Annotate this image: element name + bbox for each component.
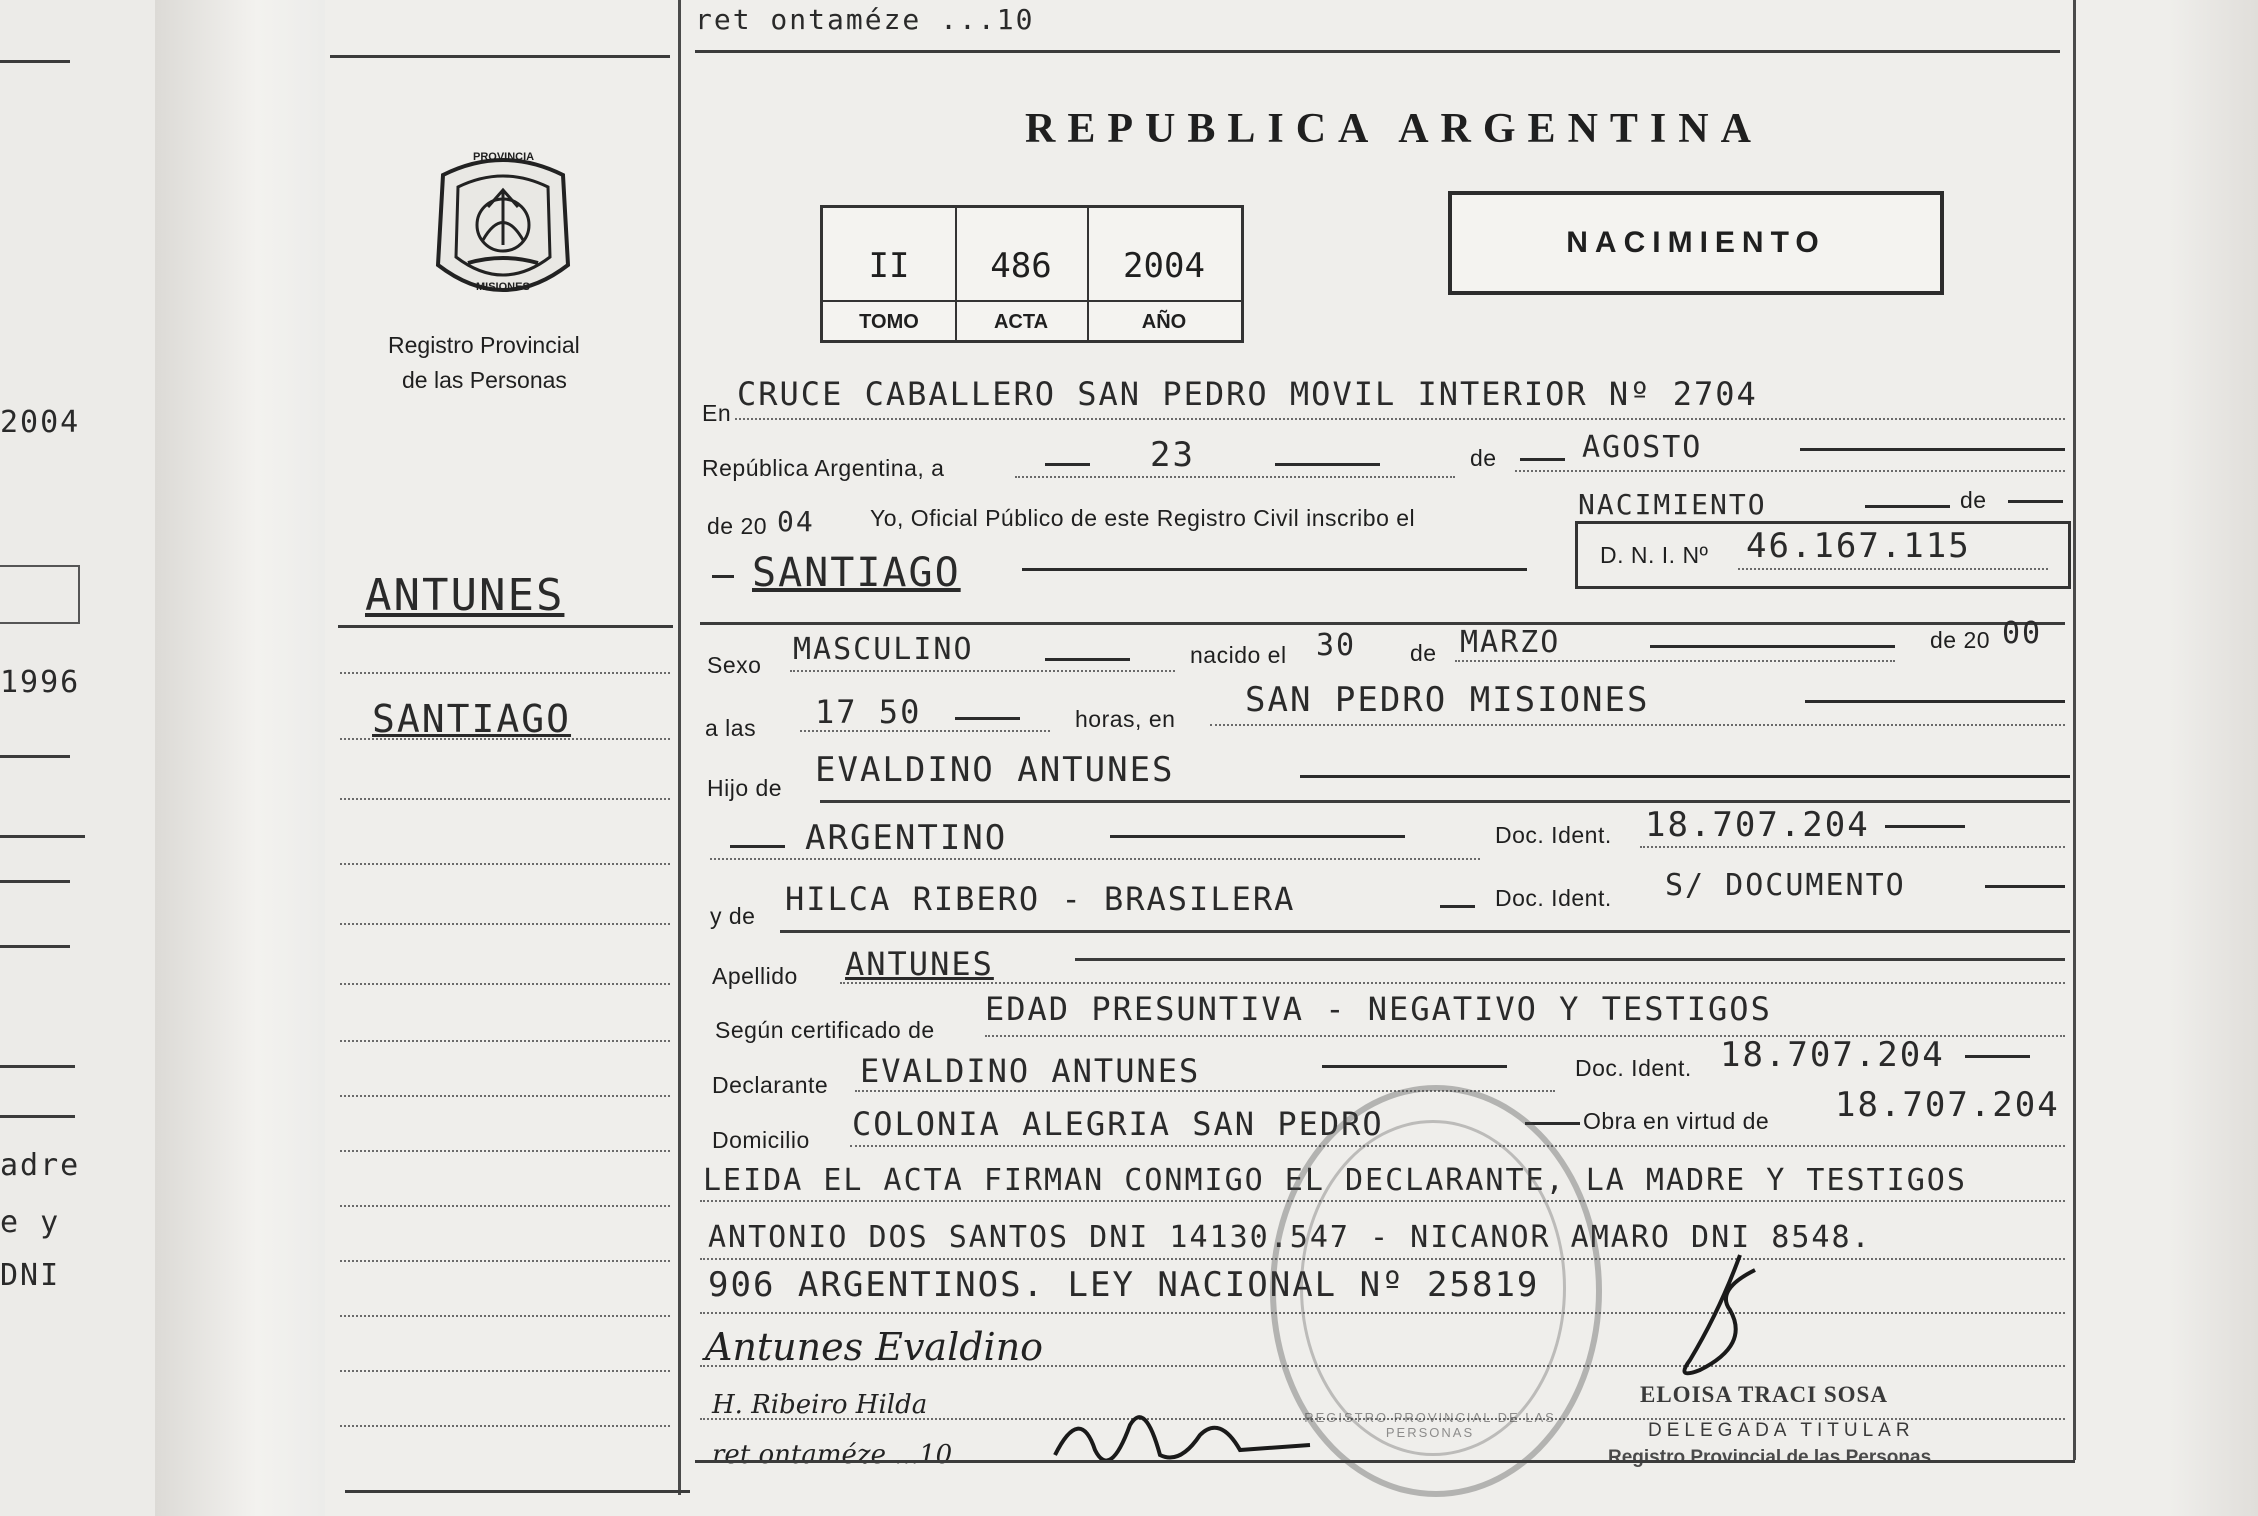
month-value: AGOSTO	[1582, 430, 1703, 465]
signature-mother: H. Ribeiro Hilda	[712, 1390, 928, 1420]
dash	[1275, 463, 1380, 466]
page-edge-shadow	[2170, 0, 2258, 1516]
official-agency: Registro Provincial de las Personas	[1608, 1447, 1932, 1468]
right-border	[2073, 0, 2076, 1460]
header-rule	[695, 50, 2060, 53]
ano-label: AÑO	[1087, 300, 1241, 342]
left-page-rule	[0, 1115, 75, 1118]
dots	[1515, 470, 2065, 472]
tomo-label: TOMO	[823, 300, 955, 342]
horas-label: horas, en	[1075, 706, 1176, 732]
province-seal	[428, 145, 578, 310]
tomo-cell	[823, 208, 957, 340]
dash	[1045, 658, 1130, 661]
declarante-doc: 18.707.204	[1720, 1035, 1945, 1075]
dash	[1022, 568, 1527, 571]
dash	[1322, 1065, 1507, 1068]
ano-cell	[1087, 208, 1241, 340]
dash	[1865, 505, 1950, 508]
left-dots	[340, 1370, 670, 1372]
de-label: de	[1470, 445, 1497, 471]
dash	[712, 575, 734, 578]
dots	[790, 670, 1175, 672]
left-page-fragment: 1996	[0, 665, 81, 700]
agency-name: Registro Provincial	[388, 332, 580, 358]
dash	[1985, 885, 2065, 888]
record-type-box: NACIMIENTO	[1448, 191, 1944, 295]
left-dots	[340, 798, 670, 800]
dash	[1885, 825, 1965, 828]
dash	[1300, 775, 2070, 778]
left-page-rule	[0, 835, 85, 838]
declarante-doc-label: Doc. Ident.	[1575, 1055, 1692, 1081]
stamp-text: REGISTRO PROVINCIAL DE LAS PERSONAS	[1304, 1410, 1556, 1440]
dots	[1640, 846, 2065, 848]
left-dots	[340, 1425, 670, 1427]
left-page	[0, 0, 157, 1516]
top-note: ret ontaméze ...10	[695, 3, 1035, 36]
domicilio-value: COLONIA ALEGRIA SAN PEDRO	[852, 1105, 1384, 1143]
register-box	[820, 205, 1244, 343]
de-label-2: de	[1960, 487, 1987, 513]
en-label: En	[702, 400, 732, 426]
left-dots	[340, 863, 670, 865]
segun-value: EDAD PRESUNTIVA - NEGATIVO Y TESTIGOS	[985, 990, 1772, 1028]
dots	[800, 730, 1050, 732]
left-dots	[340, 672, 670, 674]
left-page-fragment: adre	[0, 1148, 81, 1183]
de-label-3: de	[1410, 640, 1437, 666]
left-page-rule	[0, 60, 70, 63]
en-value: CRUCE CABALLERO SAN PEDRO MOVIL INTERIOR Nº 2704	[737, 375, 1758, 413]
left-page-fragment: 2004	[0, 405, 81, 440]
acta-value: 486	[990, 246, 1052, 286]
mother-doc: S/ DOCUMENTO	[1665, 868, 1906, 903]
note-line: 906 ARGENTINOS. LEY NACIONAL Nº 25819	[708, 1265, 1540, 1305]
note-line: LEIDA EL ACTA FIRMAN CONMIGO EL DECLARANTE, LA MADRE Y TESTIGOS	[703, 1163, 1967, 1198]
official-signature	[1050, 1395, 1350, 1490]
top-rule	[330, 55, 670, 58]
left-given-name: SANTIAGO	[372, 697, 572, 741]
left-page-rule	[0, 755, 70, 758]
segun-label: Según certificado de	[715, 1017, 935, 1043]
dots	[735, 418, 2065, 420]
left-page-rule	[0, 880, 70, 883]
agency-name-2: de las Personas	[402, 367, 567, 393]
ano-value: 2004	[1123, 246, 1205, 286]
dni-box	[1575, 521, 2071, 589]
signature-declarante: Antunes Evaldino	[705, 1325, 1044, 1369]
place-value: SAN PEDRO MISIONES	[1245, 680, 1650, 720]
column-divider	[678, 0, 681, 1495]
name-value: SANTIAGO	[752, 550, 961, 596]
dots	[710, 858, 1480, 860]
inscribo-value: NACIMIENTO	[1578, 488, 1767, 521]
dash	[1440, 905, 1475, 908]
bottom-rule	[695, 1460, 2075, 1463]
official-title: DELEGADA TITULAR	[1648, 1420, 1915, 1441]
birth-month: MARZO	[1460, 625, 1561, 660]
rule	[780, 930, 2070, 933]
domicilio-label: Domicilio	[712, 1127, 810, 1153]
hijo-label: Hijo de	[707, 775, 783, 801]
dash	[1520, 458, 1565, 461]
left-page-rule	[0, 1065, 75, 1068]
left-dots	[340, 1040, 670, 1042]
left-surname: ANTUNES	[365, 570, 565, 621]
tomo-value: II	[868, 246, 910, 286]
left-dots	[340, 983, 670, 985]
dots	[1455, 660, 1895, 662]
dash	[1805, 700, 2065, 703]
declarante-label: Declarante	[712, 1072, 829, 1098]
dash	[955, 717, 1020, 720]
acta-label: ACTA	[955, 300, 1087, 342]
doc-ident-label: Doc. Ident.	[1495, 822, 1612, 848]
dots	[840, 982, 2065, 984]
yo-text: Yo, Oficial Público de este Registro Civil inscribo el	[870, 505, 1416, 531]
left-page-rule	[0, 945, 70, 948]
left-dots	[340, 1150, 670, 1152]
seal-caption-bottom: MISIONES	[476, 281, 530, 293]
de-20-label: de 20	[707, 513, 768, 539]
obra-value: 18.707.204	[1835, 1085, 2060, 1125]
signature-witness: ret ontaméze ...10	[712, 1440, 953, 1470]
dash	[1965, 1055, 2030, 1058]
left-dots	[340, 1315, 670, 1317]
delegate-signature	[1660, 1250, 1780, 1395]
y-de-label: y de	[710, 903, 756, 929]
dots	[1015, 476, 1455, 478]
seal-caption-top: PROVINCIA	[473, 151, 535, 163]
dni-label: D. N. I. Nº	[1600, 542, 1709, 568]
obra-label: Obra en virtud de	[1583, 1108, 1770, 1134]
rule	[820, 800, 2070, 803]
official-name: ELOISA TRACI SOSA	[1640, 1382, 1888, 1407]
section-rule	[700, 622, 2065, 625]
sexo-value: MASCULINO	[793, 632, 974, 667]
day-value: 23	[1150, 435, 1195, 475]
father-name: EVALDINO ANTUNES	[815, 750, 1175, 790]
rule	[1075, 958, 2065, 961]
dash	[1045, 463, 1090, 466]
father-doc: 18.707.204	[1645, 805, 1870, 845]
a-las-label: a las	[705, 715, 757, 741]
left-dots	[340, 1205, 670, 1207]
doc-ident-label-2: Doc. Ident.	[1495, 885, 1612, 911]
left-dots	[340, 1260, 670, 1262]
declarante-value: EVALDINO ANTUNES	[860, 1052, 1201, 1090]
acta-cell	[955, 208, 1089, 340]
country-title: REPUBLICA ARGENTINA	[1025, 106, 1763, 152]
note-line: ANTONIO DOS SANTOS DNI 14130.547 - NICANOR AMARO DNI 8548.	[708, 1220, 1872, 1255]
left-page-box	[0, 565, 80, 624]
dash	[2008, 500, 2063, 503]
nacido-label: nacido el	[1190, 642, 1287, 668]
left-dots	[340, 923, 670, 925]
birth-day: 30	[1316, 628, 1357, 663]
left-dots	[340, 738, 670, 740]
dash	[1110, 835, 1405, 838]
left-dots	[340, 1095, 670, 1097]
sexo-label: Sexo	[707, 652, 762, 678]
mother-name: HILCA RIBERO - BRASILERA	[785, 880, 1296, 918]
book-gutter	[155, 0, 325, 1516]
dni-value: 46.167.115	[1746, 526, 1971, 566]
left-rule	[338, 625, 673, 628]
apellido-label: Apellido	[712, 963, 798, 989]
left-bottom-rule	[345, 1490, 690, 1493]
dash	[1800, 448, 2065, 451]
birth-year-suffix: 00	[2002, 616, 2043, 651]
republica-label: República Argentina, a	[702, 455, 945, 481]
left-page-fragment: e y	[0, 1205, 61, 1240]
apellido-value: ANTUNES	[845, 945, 994, 983]
hour-value: 17 50	[815, 693, 922, 731]
de-20-label-2: de 20	[1930, 627, 1991, 653]
left-page-fragment: DNI	[0, 1258, 61, 1293]
dash	[1650, 645, 1895, 648]
dots	[1210, 724, 2065, 726]
father-nationality: ARGENTINO	[805, 818, 1008, 858]
year-suffix: 04	[777, 505, 815, 538]
dots	[1738, 568, 2048, 570]
dash	[730, 845, 785, 848]
